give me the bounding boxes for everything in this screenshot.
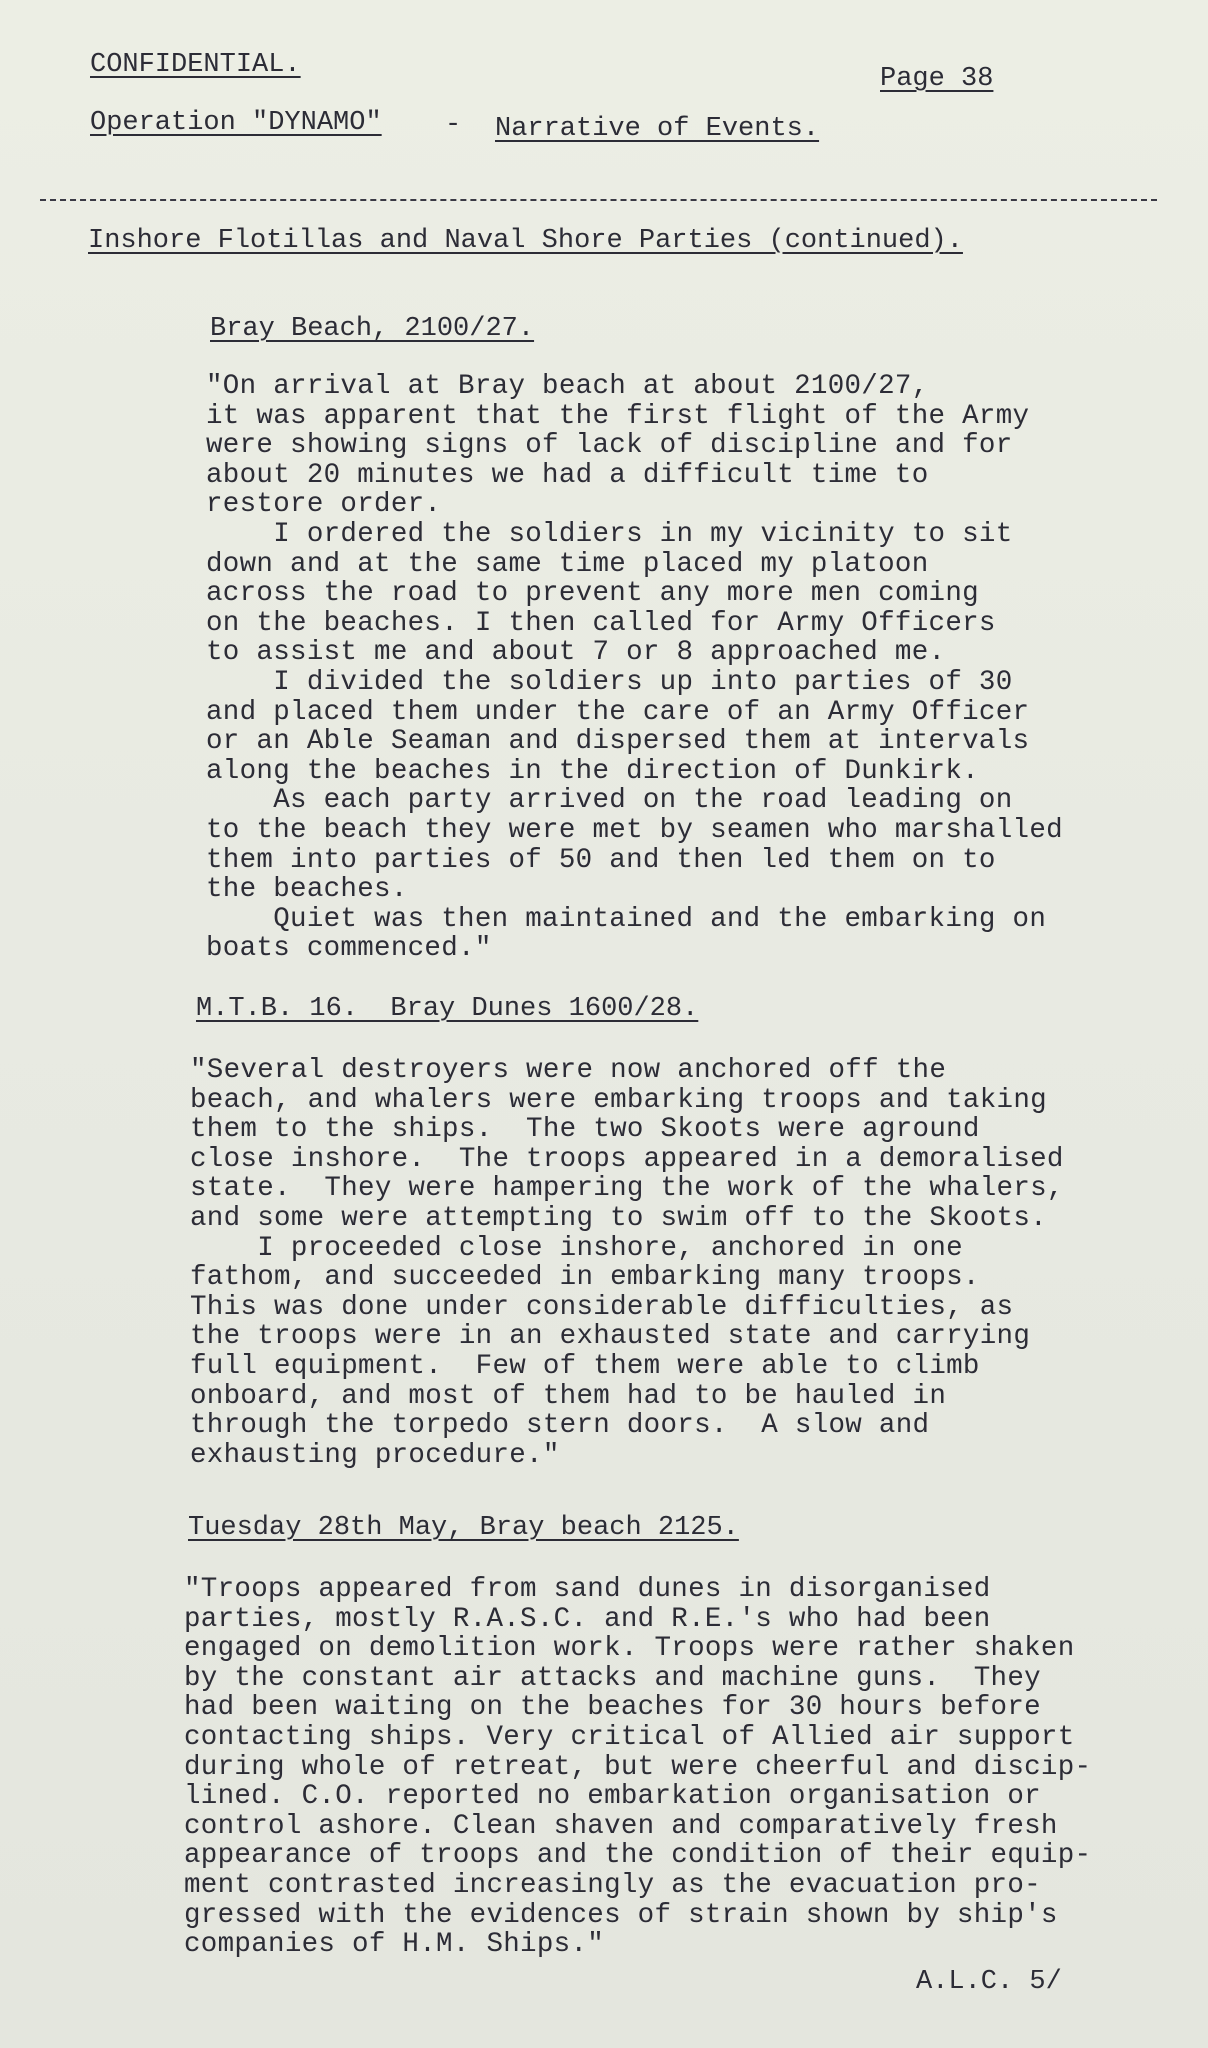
section-text-bray-beach: "On arrival at Bray beach at about 2100/27, it was apparent that the first flight of the Army were showing signs of lack of discipline and for about 20 minutes we had a difficult time to restore order. I ordered the soldiers in my vicinity to sit down and at the same time placed my platoon across the road to prevent any more men coming on the beaches. I then called for Army Officers to assist me and about 7 or 8 approached me. I divided the soldiers up into parties of 30 and placed them under the care of an Army Officer or an Able Seaman and dispersed them at intervals along the beaches in the direction of Dunkirk. As each party arrived on the road leading on to the beach they were met by seamen who marshalled them into parties of 50 and then led them on to the beaches. Quiet was then maintained and the embarking on boats commenced." bbox=[206, 371, 1063, 965]
signature-reference: A.L.C. 5/ bbox=[916, 1967, 1062, 1997]
section-text-tuesday: "Troops appeared from sand dunes in disorganised parties, mostly R.A.S.C. and R.E.'s who had been engaged on demolition work. Troops were rather shaken by the constant air attacks and machine guns. They had been waiting on the beaches for 30 hours before contacting ships. Very critical of Allied air support during whole of retreat, but were cheerful and discip- lined. C.O. reported no embarkation organisation or control ashore. Clean shaven and comparatively fresh appearance of troops and the condition of their equip- ment contrasted increasingly as the evacuation pro- gressed with the evidences of strain shown by ship's companies of H.M. Ships." bbox=[184, 1574, 1092, 1961]
dashed-divider bbox=[40, 199, 1157, 201]
narrative-title: Narrative of Events. bbox=[495, 114, 820, 144]
operation-title: Operation "DYNAMO" bbox=[90, 108, 382, 138]
section-heading-tuesday: Tuesday 28th May, Bray beach 2125. bbox=[188, 1513, 739, 1543]
section-heading-mtb-16: M.T.B. 16. Bray Dunes 1600/28. bbox=[196, 994, 699, 1024]
classification-label: CONFIDENTIAL. bbox=[90, 50, 301, 80]
title-separator: - bbox=[445, 110, 462, 140]
page-number: Page 38 bbox=[880, 64, 994, 94]
section-heading-bray-beach: Bray Beach, 2100/27. bbox=[210, 314, 535, 344]
section-text-mtb-16: "Several destroyers were now anchored off the beach, and whalers were embarking troops and taking them to the ships. The two Skoots were aground close inshore. The troops appeared in a demoralised state. They were hampering the work of the whalers, and some were attempting to swim off to the Skoots. I proceeded close inshore, anchored in one fathom, and succeeded in embarking many troops. This was done under considerable difficulties, as the troops were in an exhausted state and carrying full equipment. Few of them were able to climb onboard, and most of them had to be hauled in through the torpedo stern doors. A slow and exhausting procedure." bbox=[190, 1055, 1064, 1471]
section-title: Inshore Flotillas and Naval Shore Parties (continued). bbox=[88, 226, 963, 256]
